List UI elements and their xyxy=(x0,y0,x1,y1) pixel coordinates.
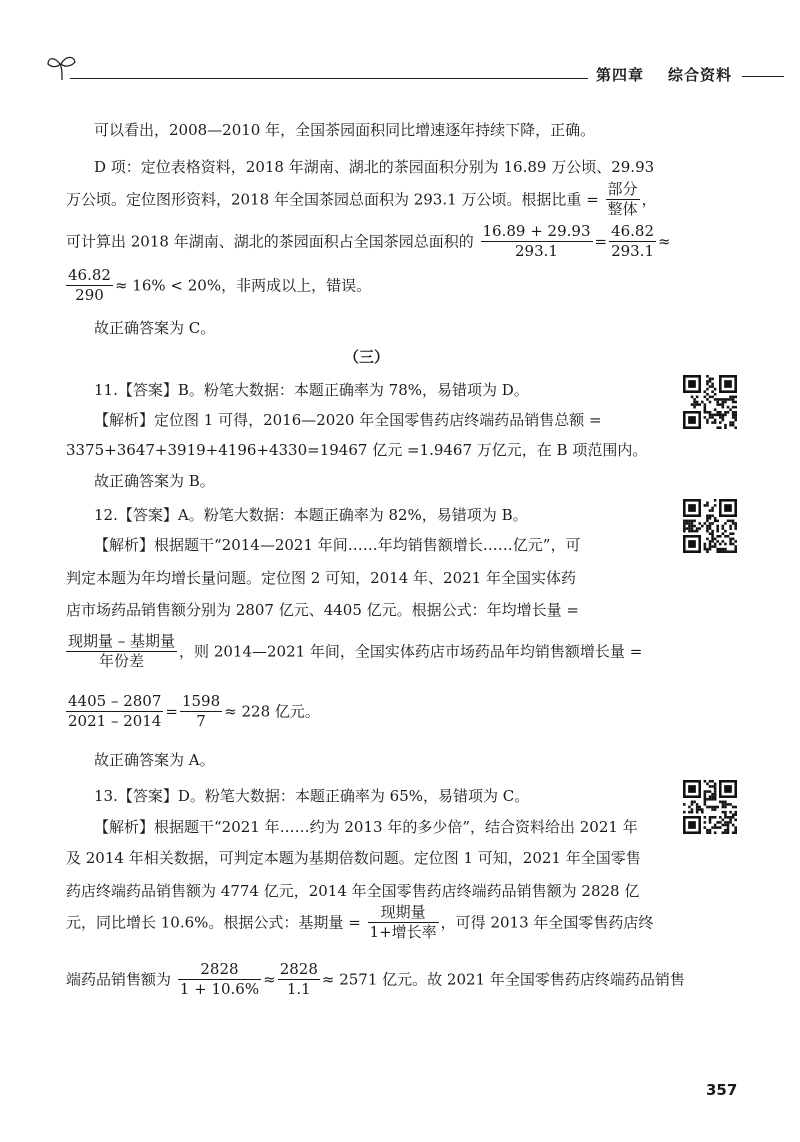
analysis-line: 及 2014 年相关数据，可判定本题为基期倍数问题。定位图 1 可知，2021 年全国零售 xyxy=(66,849,641,867)
text-span: 可计算出 2018 年湖南、湖北的茶园面积占全国茶园总面积的 xyxy=(66,232,474,251)
numerator: 16.89 + 29.93 xyxy=(482,222,591,240)
text-span: 端药品销售额为 xyxy=(66,970,172,989)
header-rule-right xyxy=(742,76,784,77)
header-rule xyxy=(70,78,588,79)
paragraph-line xyxy=(66,180,657,219)
text-span: ，则 2014—2021 年间，全国实体药店市场药品年均销售额增长量 = xyxy=(179,642,643,661)
denominator: 1.1 xyxy=(286,980,311,998)
denominator: 1 + 10.6% xyxy=(179,980,260,998)
page-number: 357 xyxy=(706,1081,738,1099)
analysis-line: 判定本题为年均增长量问题。定位图 2 可知，2014 年、2021 年全国实体药 xyxy=(66,569,576,587)
qr-code-icon[interactable] xyxy=(683,780,737,834)
text-span: ≈ 228 亿元。 xyxy=(224,702,320,721)
answer-line: 13.【答案】D。粉笔大数据：本题正确率为 65%，易错项为 C。 xyxy=(94,787,530,805)
answer-line: 12.【答案】A。粉笔大数据：本题正确率为 82%，易错项为 B。 xyxy=(94,506,528,524)
denominator: 293.1 xyxy=(611,242,655,260)
analysis-line: 【解析】根据题干“2014—2021 年间……年均销售额增长……亿元”，可 xyxy=(94,536,581,554)
qr-code-icon[interactable] xyxy=(683,499,737,553)
denominator: 年份差 xyxy=(99,652,145,670)
paragraph-line xyxy=(64,266,371,305)
analysis-line: 店市场药品销售额分别为 2807 亿元、4405 亿元。根据公式：年均增长量 = xyxy=(66,601,579,619)
numerator: 现期量 xyxy=(368,903,439,923)
paragraph-line xyxy=(66,960,685,999)
numerator: 2828 xyxy=(178,960,261,980)
text-span: 元，同比增长 10.6%。根据公式：基期量 = xyxy=(66,913,361,932)
paragraph-line: D 项：定位表格资料，2018 年湖南、湖北的茶园面积分别为 16.89 万公顷、29.93 xyxy=(94,158,655,176)
numerator: 部分 xyxy=(607,180,638,198)
formula-fraction xyxy=(481,222,593,261)
numerator: 1598 xyxy=(181,692,221,710)
formula-fraction xyxy=(66,692,163,731)
text-span: = xyxy=(165,702,178,721)
text-span: ≈ 16% < 20%，非两成以上，错误。 xyxy=(114,276,372,295)
denominator: 整体 xyxy=(607,200,638,218)
formula-fraction xyxy=(178,960,261,999)
paragraph-line: 可以看出，2008—2010 年，全国茶园面积同比增速逐年持续下降，正确。 xyxy=(94,121,596,139)
text-span: = xyxy=(594,232,608,251)
paragraph-line: 故正确答案为 C。 xyxy=(94,319,216,337)
section-title: 综合资料 xyxy=(668,66,733,84)
formula-fraction xyxy=(180,692,222,731)
part-heading: （三） xyxy=(344,348,390,366)
paragraph-line: 故正确答案为 A。 xyxy=(94,751,215,769)
numerator: 2828 xyxy=(279,960,318,978)
denominator: 7 xyxy=(196,712,206,730)
formula-fraction xyxy=(66,632,177,671)
formula-fraction xyxy=(66,266,113,305)
denominator: 290 xyxy=(75,286,104,304)
formula-fraction xyxy=(368,903,439,942)
text-span: ， xyxy=(641,190,657,209)
text-span: ≈ xyxy=(658,232,671,251)
numerator: 现期量 – 基期量 xyxy=(68,632,176,650)
chapter-title: 第四章 xyxy=(596,66,645,84)
text-span: 万公顷。定位图形资料，2018 年全国茶园总面积为 293.1 万公顷。根据比重 = xyxy=(66,190,599,209)
numerator: 4405 – 2807 xyxy=(68,692,162,710)
denominator: 293.1 xyxy=(515,242,558,260)
answer-line: 11.【答案】B。粉笔大数据：本题正确率为 78%，易错项为 D。 xyxy=(94,381,529,399)
formula-fraction xyxy=(278,960,320,999)
analysis-line: 3375+3647+3919+4196+4330=19467 亿元 =1.9467 万亿元，在 B 项范围内。 xyxy=(66,441,648,459)
text-span: ≈ 2571 亿元。故 2021 年全国零售药店终端药品销售 xyxy=(321,970,685,989)
text-span: ≈ xyxy=(263,970,276,989)
analysis-line: 【解析】定位图 1 可得，2016—2020 年全国零售药店终端药品销售总额 = xyxy=(94,411,602,429)
formula-fraction xyxy=(606,180,640,219)
denominator: 2021 – 2014 xyxy=(68,712,162,730)
denominator: 1+增长率 xyxy=(369,923,437,941)
paragraph-line: 故正确答案为 B。 xyxy=(94,472,215,490)
paragraph-line xyxy=(66,222,671,261)
paragraph-line xyxy=(64,692,320,731)
analysis-line: 【解析】根据题干“2021 年……约为 2013 年的多少倍”，结合资料给出 2021 年 xyxy=(94,818,638,836)
qr-code-icon[interactable] xyxy=(683,375,737,429)
numerator: 46.82 xyxy=(68,266,111,284)
formula-fraction xyxy=(609,222,656,261)
text-span: ，可得 2013 年全国零售药店终 xyxy=(440,913,654,932)
numerator: 46.82 xyxy=(611,222,655,240)
paragraph-line xyxy=(64,632,642,671)
page-header xyxy=(0,0,800,95)
paragraph-line xyxy=(66,903,653,942)
analysis-line: 药店终端药品销售额为 4774 亿元，2014 年全国零售药店终端药品销售额为 2828 亿 xyxy=(66,882,640,900)
